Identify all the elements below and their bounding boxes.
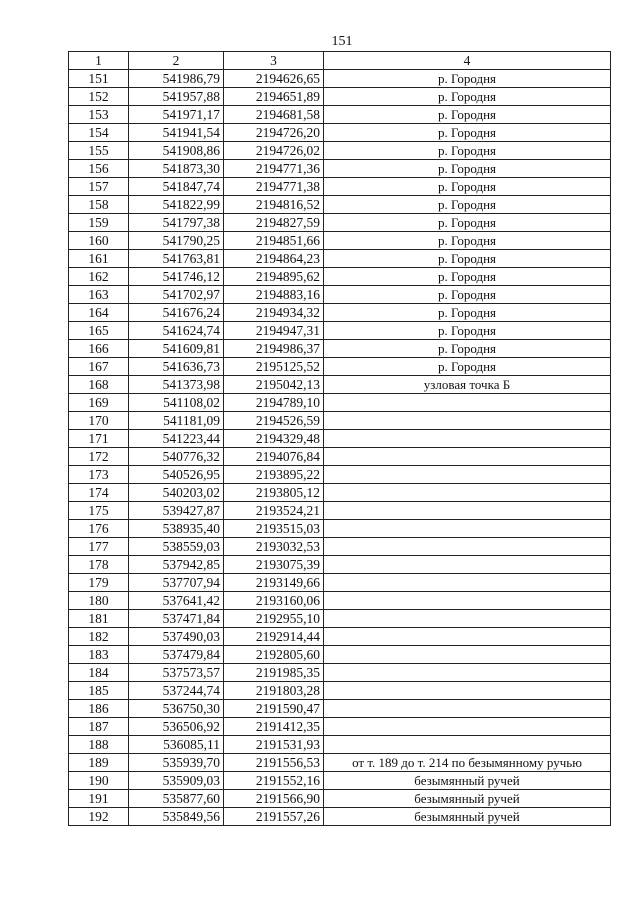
table-row (69, 520, 611, 538)
y-coordinate-cell: 2193515,03 (224, 520, 324, 538)
point-number-cell: 152 (69, 88, 129, 106)
point-number-cell: 159 (69, 214, 129, 232)
x-coordinate-cell: 535849,56 (129, 808, 224, 826)
point-number-cell: 163 (69, 286, 129, 304)
description-cell: р. Городня (324, 340, 611, 358)
x-coordinate-cell: 538935,40 (129, 520, 224, 538)
y-coordinate-cell: 2191556,53 (224, 754, 324, 772)
description-cell: р. Городня (324, 106, 611, 124)
point-number-cell: 158 (69, 196, 129, 214)
y-coordinate-cell: 2194851,66 (224, 232, 324, 250)
y-coordinate-cell: 2194947,31 (224, 322, 324, 340)
table-row (69, 142, 611, 160)
y-coordinate-cell: 2192805,60 (224, 646, 324, 664)
x-coordinate-cell: 541373,98 (129, 376, 224, 394)
y-coordinate-cell: 2194771,36 (224, 160, 324, 178)
point-number-cell: 175 (69, 502, 129, 520)
point-number-cell: 164 (69, 304, 129, 322)
y-coordinate-cell: 2195125,52 (224, 358, 324, 376)
table-row (69, 394, 611, 412)
description-cell (324, 628, 611, 646)
x-coordinate-cell: 540526,95 (129, 466, 224, 484)
y-coordinate-cell: 2193524,21 (224, 502, 324, 520)
point-number-cell: 156 (69, 160, 129, 178)
table-row (69, 268, 611, 286)
table-row (69, 682, 611, 700)
x-coordinate-cell: 541873,30 (129, 160, 224, 178)
description-cell: р. Городня (324, 304, 611, 322)
table-row (69, 754, 611, 772)
description-cell (324, 682, 611, 700)
description-cell (324, 700, 611, 718)
point-number-cell: 180 (69, 592, 129, 610)
x-coordinate-cell: 541763,81 (129, 250, 224, 268)
point-number-cell: 186 (69, 700, 129, 718)
description-cell (324, 466, 611, 484)
table-row (69, 808, 611, 826)
column-header-description: 4 (324, 52, 611, 70)
y-coordinate-cell: 2194986,37 (224, 340, 324, 358)
point-number-cell: 170 (69, 412, 129, 430)
description-cell: узловая точка Б (324, 376, 611, 394)
y-coordinate-cell: 2194934,32 (224, 304, 324, 322)
table-row (69, 772, 611, 790)
y-coordinate-cell: 2194726,20 (224, 124, 324, 142)
y-coordinate-cell: 2193032,53 (224, 538, 324, 556)
x-coordinate-cell: 541609,81 (129, 340, 224, 358)
table-row (69, 646, 611, 664)
y-coordinate-cell: 2194895,62 (224, 268, 324, 286)
table-row (69, 574, 611, 592)
description-cell (324, 592, 611, 610)
description-cell (324, 394, 611, 412)
table-row (69, 106, 611, 124)
description-cell (324, 502, 611, 520)
point-number-cell: 183 (69, 646, 129, 664)
table-row (69, 88, 611, 106)
table-row (69, 466, 611, 484)
point-number-cell: 184 (69, 664, 129, 682)
y-coordinate-cell: 2193149,66 (224, 574, 324, 592)
y-coordinate-cell: 2191557,26 (224, 808, 324, 826)
y-coordinate-cell: 2194789,10 (224, 394, 324, 412)
point-number-cell: 169 (69, 394, 129, 412)
y-coordinate-cell: 2192914,44 (224, 628, 324, 646)
description-cell: безымянный ручей (324, 790, 611, 808)
point-number-cell: 172 (69, 448, 129, 466)
y-coordinate-cell: 2191803,28 (224, 682, 324, 700)
x-coordinate-cell: 541986,79 (129, 70, 224, 88)
column-header-y: 3 (224, 52, 324, 70)
y-coordinate-cell: 2194626,65 (224, 70, 324, 88)
description-cell: р. Городня (324, 70, 611, 88)
description-cell: р. Городня (324, 88, 611, 106)
table-row (69, 232, 611, 250)
x-coordinate-cell: 541108,02 (129, 394, 224, 412)
point-number-cell: 157 (69, 178, 129, 196)
x-coordinate-cell: 541908,86 (129, 142, 224, 160)
x-coordinate-cell: 541971,17 (129, 106, 224, 124)
x-coordinate-cell: 541822,99 (129, 196, 224, 214)
y-coordinate-cell: 2194726,02 (224, 142, 324, 160)
y-coordinate-cell: 2191552,16 (224, 772, 324, 790)
table-row (69, 610, 611, 628)
y-coordinate-cell: 2192955,10 (224, 610, 324, 628)
y-coordinate-cell: 2193075,39 (224, 556, 324, 574)
description-cell: р. Городня (324, 250, 611, 268)
x-coordinate-cell: 537244,74 (129, 682, 224, 700)
table-header-row (69, 52, 611, 70)
x-coordinate-cell: 536506,92 (129, 718, 224, 736)
description-cell: р. Городня (324, 322, 611, 340)
column-header-point-number: 1 (69, 52, 129, 70)
x-coordinate-cell: 536750,30 (129, 700, 224, 718)
page-number: 151 (331, 34, 353, 49)
point-number-cell: 167 (69, 358, 129, 376)
description-cell: от т. 189 до т. 214 по безымянному ручью (324, 754, 611, 772)
x-coordinate-cell: 540776,32 (129, 448, 224, 466)
point-number-cell: 185 (69, 682, 129, 700)
point-number-cell: 191 (69, 790, 129, 808)
description-cell (324, 412, 611, 430)
y-coordinate-cell: 2191412,35 (224, 718, 324, 736)
x-coordinate-cell: 540203,02 (129, 484, 224, 502)
table-row (69, 592, 611, 610)
point-number-cell: 174 (69, 484, 129, 502)
x-coordinate-cell: 541790,25 (129, 232, 224, 250)
description-cell (324, 520, 611, 538)
y-coordinate-cell: 2193895,22 (224, 466, 324, 484)
x-coordinate-cell: 541624,74 (129, 322, 224, 340)
point-number-cell: 151 (69, 70, 129, 88)
point-number-cell: 171 (69, 430, 129, 448)
point-number-cell: 160 (69, 232, 129, 250)
table-row (69, 340, 611, 358)
y-coordinate-cell: 2194771,38 (224, 178, 324, 196)
table-row (69, 700, 611, 718)
table-row (69, 70, 611, 88)
x-coordinate-cell: 535909,03 (129, 772, 224, 790)
x-coordinate-cell: 537942,85 (129, 556, 224, 574)
point-number-cell: 190 (69, 772, 129, 790)
y-coordinate-cell: 2194864,23 (224, 250, 324, 268)
table-row (69, 250, 611, 268)
y-coordinate-cell: 2193805,12 (224, 484, 324, 502)
description-cell (324, 556, 611, 574)
table-row (69, 304, 611, 322)
description-cell: р. Городня (324, 232, 611, 250)
point-number-cell: 166 (69, 340, 129, 358)
description-cell (324, 448, 611, 466)
description-cell: р. Городня (324, 286, 611, 304)
coordinates-table (68, 51, 611, 826)
description-cell (324, 430, 611, 448)
point-number-cell: 155 (69, 142, 129, 160)
table-row (69, 214, 611, 232)
table-row (69, 718, 611, 736)
x-coordinate-cell: 539427,87 (129, 502, 224, 520)
point-number-cell: 173 (69, 466, 129, 484)
description-cell: р. Городня (324, 214, 611, 232)
point-number-cell: 176 (69, 520, 129, 538)
description-cell (324, 646, 611, 664)
y-coordinate-cell: 2194526,59 (224, 412, 324, 430)
y-coordinate-cell: 2194329,48 (224, 430, 324, 448)
table-row (69, 286, 611, 304)
table-row (69, 376, 611, 394)
y-coordinate-cell: 2194076,84 (224, 448, 324, 466)
table-row (69, 430, 611, 448)
table-row (69, 556, 611, 574)
x-coordinate-cell: 537479,84 (129, 646, 224, 664)
x-coordinate-cell: 541957,88 (129, 88, 224, 106)
y-coordinate-cell: 2191985,35 (224, 664, 324, 682)
x-coordinate-cell: 541746,12 (129, 268, 224, 286)
x-coordinate-cell: 536085,11 (129, 736, 224, 754)
description-cell (324, 610, 611, 628)
table-row (69, 736, 611, 754)
y-coordinate-cell: 2194816,52 (224, 196, 324, 214)
point-number-cell: 181 (69, 610, 129, 628)
point-number-cell: 177 (69, 538, 129, 556)
column-header-x: 2 (129, 52, 224, 70)
table-row (69, 124, 611, 142)
description-cell: р. Городня (324, 142, 611, 160)
table-row (69, 628, 611, 646)
table-row (69, 412, 611, 430)
x-coordinate-cell: 537490,03 (129, 628, 224, 646)
x-coordinate-cell: 541702,97 (129, 286, 224, 304)
point-number-cell: 179 (69, 574, 129, 592)
table-row (69, 790, 611, 808)
x-coordinate-cell: 535877,60 (129, 790, 224, 808)
x-coordinate-cell: 541847,74 (129, 178, 224, 196)
coordinates-table-body (69, 52, 611, 826)
point-number-cell: 187 (69, 718, 129, 736)
y-coordinate-cell: 2193160,06 (224, 592, 324, 610)
description-cell (324, 484, 611, 502)
y-coordinate-cell: 2194883,16 (224, 286, 324, 304)
description-cell: р. Городня (324, 196, 611, 214)
point-number-cell: 168 (69, 376, 129, 394)
y-coordinate-cell: 2191531,93 (224, 736, 324, 754)
point-number-cell: 189 (69, 754, 129, 772)
description-cell: р. Городня (324, 268, 611, 286)
x-coordinate-cell: 537573,57 (129, 664, 224, 682)
x-coordinate-cell: 541941,54 (129, 124, 224, 142)
description-cell (324, 574, 611, 592)
x-coordinate-cell: 537471,84 (129, 610, 224, 628)
point-number-cell: 153 (69, 106, 129, 124)
description-cell: безымянный ручей (324, 772, 611, 790)
x-coordinate-cell: 537641,42 (129, 592, 224, 610)
y-coordinate-cell: 2194827,59 (224, 214, 324, 232)
point-number-cell: 192 (69, 808, 129, 826)
description-cell: р. Городня (324, 358, 611, 376)
table-row (69, 502, 611, 520)
x-coordinate-cell: 541797,38 (129, 214, 224, 232)
y-coordinate-cell: 2191590,47 (224, 700, 324, 718)
point-number-cell: 178 (69, 556, 129, 574)
table-row (69, 178, 611, 196)
point-number-cell: 165 (69, 322, 129, 340)
table-row (69, 358, 611, 376)
x-coordinate-cell: 535939,70 (129, 754, 224, 772)
point-number-cell: 161 (69, 250, 129, 268)
table-row (69, 196, 611, 214)
description-cell: р. Городня (324, 160, 611, 178)
point-number-cell: 162 (69, 268, 129, 286)
description-cell: безымянный ручей (324, 808, 611, 826)
x-coordinate-cell: 541636,73 (129, 358, 224, 376)
table-row (69, 664, 611, 682)
point-number-cell: 154 (69, 124, 129, 142)
description-cell (324, 664, 611, 682)
x-coordinate-cell: 541181,09 (129, 412, 224, 430)
point-number-cell: 188 (69, 736, 129, 754)
x-coordinate-cell: 541223,44 (129, 430, 224, 448)
point-number-cell: 182 (69, 628, 129, 646)
table-row (69, 484, 611, 502)
description-cell: р. Городня (324, 124, 611, 142)
y-coordinate-cell: 2191566,90 (224, 790, 324, 808)
description-cell: р. Городня (324, 178, 611, 196)
description-cell (324, 538, 611, 556)
description-cell (324, 718, 611, 736)
table-row (69, 322, 611, 340)
y-coordinate-cell: 2195042,13 (224, 376, 324, 394)
description-cell (324, 736, 611, 754)
table-row (69, 538, 611, 556)
table-row (69, 160, 611, 178)
x-coordinate-cell: 538559,03 (129, 538, 224, 556)
y-coordinate-cell: 2194651,89 (224, 88, 324, 106)
x-coordinate-cell: 541676,24 (129, 304, 224, 322)
table-row (69, 448, 611, 466)
x-coordinate-cell: 537707,94 (129, 574, 224, 592)
y-coordinate-cell: 2194681,58 (224, 106, 324, 124)
